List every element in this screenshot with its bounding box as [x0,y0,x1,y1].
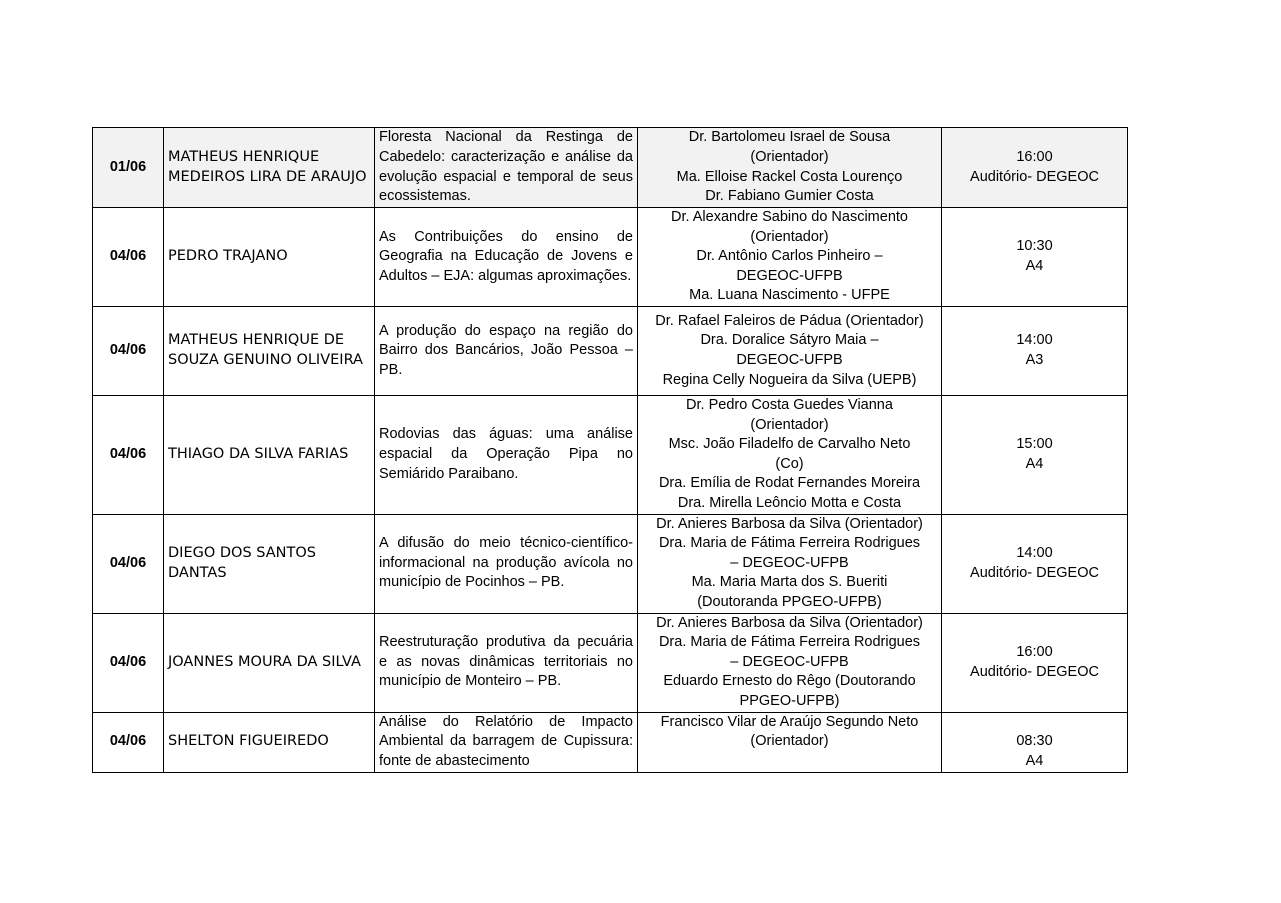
table-row [93,128,1128,208]
time-location-cell [942,128,1128,208]
time-text: 08:30 [1016,733,1053,750]
time-location-cell [942,514,1128,613]
committee-line: Msc. João Filadelfo de Carvalho Neto [668,436,911,453]
committee-line: – DEGEOC-UFPB [730,554,849,571]
committee-line: Dr. Alexandre Sabino do Nascimento [671,209,908,226]
thesis-title-cell: Floresta Nacional da Restinga de Cabedelo: caracterização e análise da evolução espacial e temporal de seus ecossistemas. [375,128,638,208]
student-name-cell: SHELTON FIGUEIREDO [164,712,375,772]
committee-line: Francisco Vilar de Araújo Segundo Neto [660,713,919,730]
committee-cell [638,514,942,613]
committee-line: Regina Celly Nogueira da Silva (UEPB) [662,371,917,388]
committee-line: Dr. Anieres Barbosa da Silva (Orientador) [656,515,923,532]
committee-line: (Orientador) [750,148,829,165]
committee-line: DEGEOC-UFPB [736,267,843,284]
committee-line: Dra. Doralice Sátyro Maia – [700,332,879,349]
table-row [93,307,1128,396]
committee-cell [638,613,942,712]
committee-cell [638,712,942,772]
student-name-cell: DIEGO DOS SANTOS DANTAS [164,514,375,613]
thesis-title-cell: Análise do Relatório de Impacto Ambiental da barragem de Cupissura: fonte de abastecimento [375,712,638,772]
committee-line: Dr. Antônio Carlos Pinheiro – [696,248,883,265]
committee-line: Dr. Rafael Faleiros de Pádua (Orientador) [655,312,924,329]
location-text: Auditório- DEGEOC [970,564,1099,581]
table-row [93,613,1128,712]
time-text: 14:00 [1016,544,1053,561]
committee-line: (Orientador) [750,228,829,245]
thesis-title-cell: Rodovias das águas: uma análise espacial da Operação Pipa no Semiárido Paraibano. [375,396,638,515]
time-text: 15:00 [1016,436,1053,453]
thesis-title-cell: A difusão do meio técnico-científico-informacional na produção avícola no município de Pocinhos – PB. [375,514,638,613]
committee-line: PPGEO-UFPB) [739,692,840,709]
date-cell: 01/06 [93,128,164,208]
committee-cell [638,128,942,208]
table-row [93,396,1128,515]
table-row [93,514,1128,613]
committee-line: (Orientador) [750,733,829,750]
location-text: A4 [1025,752,1044,769]
location-text: Auditório- DEGEOC [970,663,1099,680]
committee-line: – DEGEOC-UFPB [730,653,849,670]
time-location-cell [942,307,1128,396]
committee-line: Dr. Pedro Costa Guedes Vianna [686,397,893,413]
student-name-cell: JOANNES MOURA DA SILVA [164,613,375,712]
committee-line: Dr. Fabiano Gumier Costa [705,188,874,205]
time-text: 16:00 [1016,148,1053,165]
location-text: A4 [1025,258,1044,274]
committee-line: Dr. Bartolomeu Israel de Sousa [688,129,891,146]
student-name-cell: MATHEUS HENRIQUE DE SOUZA GENUINO OLIVEIRA [164,307,375,396]
committee-line: Dra. Emília de Rodat Fernandes Moreira [658,475,921,492]
thesis-title-cell: A produção do espaço na região do Bairro dos Bancários, João Pessoa – PB. [375,307,638,396]
time-location-cell [942,712,1128,772]
date-cell: 04/06 [93,396,164,515]
committee-cell [638,396,942,515]
committee-line: DEGEOC-UFPB [736,352,843,368]
committee-cell [638,307,942,396]
thesis-title-cell: Reestruturação produtiva da pecuária e as novas dinâmicas territoriais no município de Monteiro – PB. [375,613,638,712]
time-location-cell [942,613,1128,712]
location-text: A3 [1025,352,1044,368]
committee-line: Ma. Maria Marta dos S. Bueriti [691,574,888,591]
time-text: 14:00 [1016,332,1053,349]
date-cell: 04/06 [93,208,164,307]
thesis-title-cell: As Contribuições do ensino de Geografia na Educação de Jovens e Adultos – EJA: algumas aproximações. [375,208,638,307]
time-text: 16:00 [1016,643,1053,660]
date-cell: 04/06 [93,307,164,396]
student-name-cell: MATHEUS HENRIQUE MEDEIROS LIRA DE ARAUJO [164,128,375,208]
date-cell: 04/06 [93,613,164,712]
date-cell: 04/06 [93,514,164,613]
committee-line: (Doutoranda PPGEO-UFPB) [697,593,882,610]
committee-line: Dra. Maria de Fátima Ferreira Rodrigues [658,535,921,552]
table-row [93,712,1128,772]
student-name-cell: THIAGO DA SILVA FARIAS [164,396,375,515]
time-location-cell [942,208,1128,307]
time-text: 10:30 [1016,238,1053,255]
table-row [93,208,1128,307]
date-cell: 04/06 [93,712,164,772]
student-name-cell: PEDRO TRAJANO [164,208,375,307]
committee-cell [638,208,942,307]
committee-line: Dr. Anieres Barbosa da Silva (Orientador) [656,614,923,631]
committee-line: Eduardo Ernesto do Rêgo (Doutorando [663,673,916,690]
location-text: Auditório- DEGEOC [970,168,1099,185]
committee-line: Dra. Mirella Leôncio Motta e Costa [677,494,902,511]
committee-line: Ma. Luana Nascimento - UFPE [689,287,890,304]
committee-line: (Orientador) [750,416,829,433]
committee-line: Dra. Maria de Fátima Ferreira Rodrigues [658,634,921,651]
location-text: A4 [1025,455,1044,472]
committee-line: (Co) [775,455,804,472]
time-location-cell [942,396,1128,515]
committee-line: Ma. Elloise Rackel Costa Lourenço [676,168,903,185]
defense-schedule-table [92,127,1128,773]
